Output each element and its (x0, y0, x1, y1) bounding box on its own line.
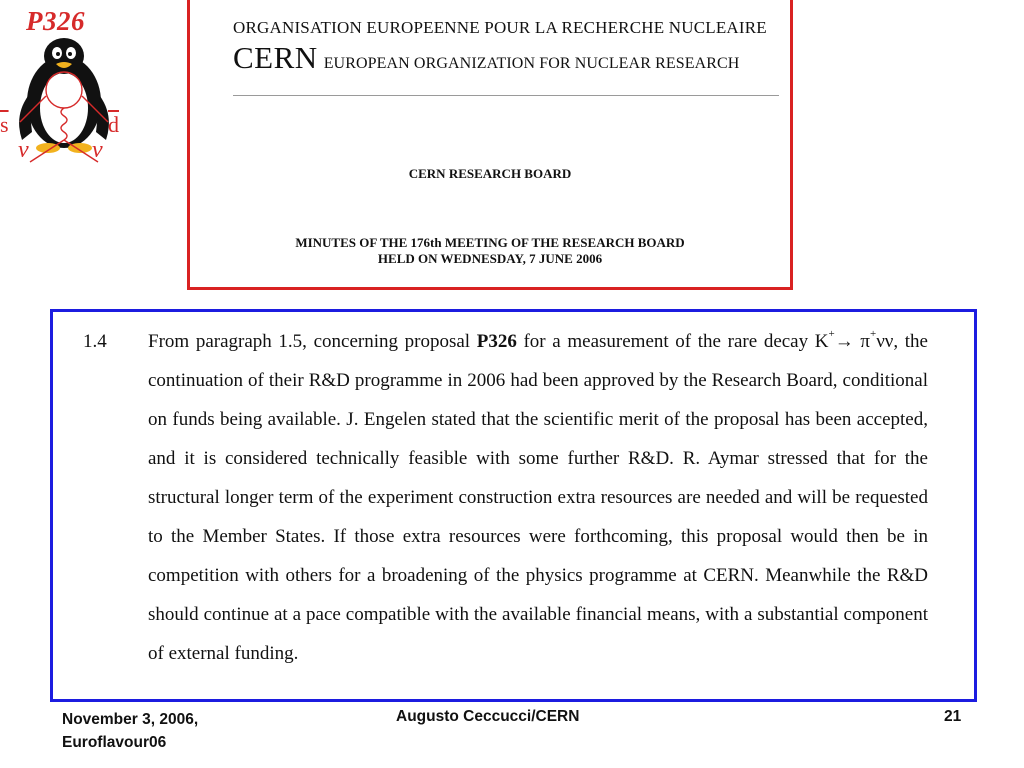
cern-mark: CERN (233, 40, 318, 75)
decay-pion-charge: + (869, 328, 877, 340)
minutes-title: MINUTES OF THE 176th MEETING OF THE RESEARCH BOARD (295, 235, 685, 250)
item-paragraph (148, 322, 928, 673)
decay-kaon: K (814, 331, 829, 352)
footer-event-line: Euroflavour06 (62, 734, 167, 751)
page-number: 21 (944, 708, 962, 725)
header-divider (233, 95, 779, 96)
item-text-decay-intro: for a measurement of the rare decay (516, 331, 815, 352)
decay-pion: π (860, 331, 870, 352)
footer-date-line: November 3, 2006, (62, 711, 199, 728)
cern-document-header (187, 0, 793, 290)
org-name-english: EUROPEAN ORGANIZATION FOR NUCLEAR RESEARCH (323, 55, 740, 72)
org-name-french: ORGANISATION EUROPEENNE POUR LA RECHERCHE NUCLEAIRE (233, 18, 767, 37)
meeting-date: HELD ON WEDNESDAY, 7 JUNE 2006 (377, 251, 603, 266)
proposal-name: P326 (476, 331, 517, 352)
neutrino-right-label: ν (92, 137, 103, 163)
logo-title: P326 (26, 6, 85, 36)
neutrino-left-label: ν (18, 137, 29, 163)
slide-footer (0, 705, 1024, 765)
cern-org-line (233, 40, 739, 76)
item-text-body: , the continuation of their R&D programme in 2006 had been approved by the Research Board, conditional on funds being available. J. Engelen stated that the scientific merit of the proposal has been accepted, and it is considered technically feasible with some further R&D. R. Aymar stressed that for the structural longer term of the experiment construction extra resources are needed and will be requested to the Member States. If those extra resources were forthcoming, this proposal would then be in competition with others for a broadening of the physics programme at CERN. Meanwhile the R&D should continue at a pace compatible with the available financial means, with a substantial component of external funding. (148, 331, 928, 664)
footer-date (62, 708, 198, 754)
decay-neutrinos: νν (876, 331, 894, 352)
board-name: CERN RESEARCH BOARD (408, 166, 572, 181)
footer-author: Augusto Ceccucci/CERN (396, 708, 580, 725)
decay-kaon-charge: + (828, 328, 835, 340)
decay-arrow: → (834, 331, 861, 352)
anti-strange-quark-label: $\overline{s}$ (0, 112, 9, 137)
p326-logo (0, 0, 140, 175)
anti-down-quark-label: $\overline{d}$ (108, 112, 119, 137)
item-text-intro: From paragraph 1.5, concerning proposal (148, 331, 477, 352)
item-number: 1.4 (83, 331, 107, 352)
minutes-excerpt (50, 309, 977, 702)
